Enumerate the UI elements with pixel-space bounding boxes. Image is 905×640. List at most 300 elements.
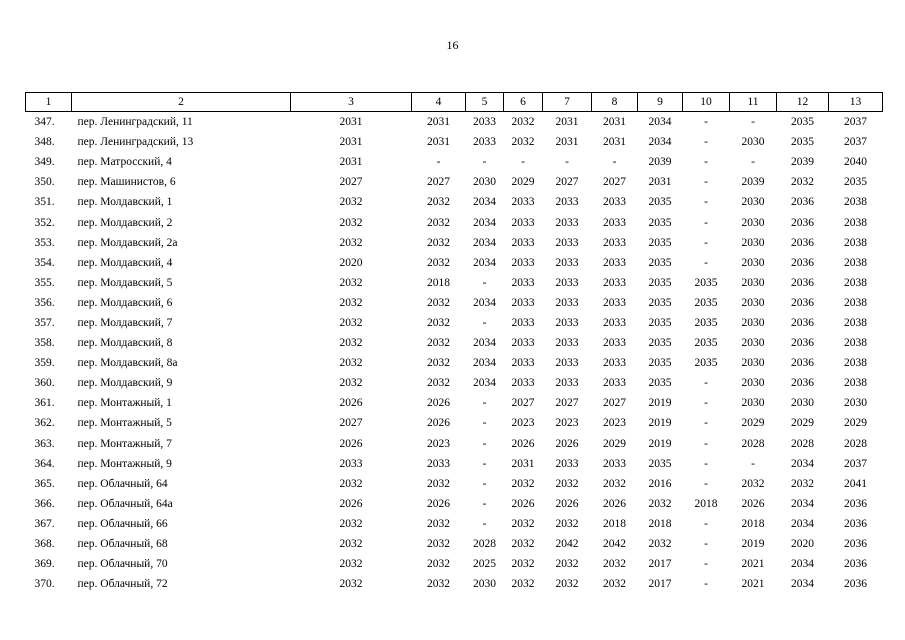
year-cell: 2033 <box>603 337 626 350</box>
year-cell: 2033 <box>511 276 535 289</box>
column-header: 4 <box>412 93 466 112</box>
year-cell: 2031 <box>339 116 363 129</box>
year-cell: 2030 <box>741 216 765 229</box>
year-cell: 2034 <box>473 337 496 350</box>
row-number-cell: 364. <box>34 457 55 470</box>
year-cell: 2035 <box>648 196 672 209</box>
year-cell: 2033 <box>555 377 579 390</box>
year-cell: 2032 <box>603 477 626 490</box>
address-cell: пер. Молдавский, 1 <box>77 196 173 209</box>
year-cell: 2034 <box>473 296 496 309</box>
year-cell: 2035 <box>844 176 867 189</box>
year-cell: 2032 <box>339 276 363 289</box>
address-cell: пер. Облачный, 68 <box>77 538 168 551</box>
row-number-cell: 361. <box>34 397 55 410</box>
year-cell: 2021 <box>741 558 765 571</box>
year-cell: 2036 <box>791 276 814 289</box>
year-cell: 2032 <box>427 538 450 551</box>
year-cell: 2032 <box>339 216 363 229</box>
year-cell: 2035 <box>648 337 672 350</box>
year-cell: 2030 <box>741 377 765 390</box>
year-cell: 2032 <box>427 236 450 249</box>
year-cell: 2038 <box>844 236 867 249</box>
year-cell: 2032 <box>791 176 814 189</box>
row-number-cell: 360. <box>34 377 55 390</box>
year-cell: 2033 <box>555 296 579 309</box>
year-cell: 2032 <box>427 316 450 329</box>
year-cell: 2017 <box>648 558 672 571</box>
year-cell: 2031 <box>427 136 450 149</box>
address-cell: пер. Монтажный, 5 <box>77 417 172 430</box>
year-cell: 2034 <box>648 136 672 149</box>
year-cell: 2023 <box>427 437 450 450</box>
year-cell: 2033 <box>473 136 496 149</box>
table-row <box>26 253 883 273</box>
year-cell: 2020 <box>791 538 814 551</box>
year-cell: 2033 <box>511 296 535 309</box>
year-cell: - <box>704 116 708 129</box>
year-cell: 2038 <box>844 377 867 390</box>
year-cell: 2039 <box>741 176 765 189</box>
year-cell: 2019 <box>648 437 672 450</box>
year-cell: 2026 <box>555 437 579 450</box>
table-row <box>26 353 883 373</box>
year-cell: 2032 <box>427 377 450 390</box>
year-cell: 2031 <box>555 116 579 129</box>
year-cell: 2032 <box>555 578 579 591</box>
year-cell: 2032 <box>339 357 363 370</box>
year-cell: 2039 <box>648 156 672 169</box>
table-row <box>26 514 883 534</box>
year-cell: 2030 <box>741 357 765 370</box>
year-cell: - <box>482 276 487 289</box>
year-cell: 2032 <box>511 116 535 129</box>
year-cell: 2035 <box>694 296 718 309</box>
year-cell: 2030 <box>741 276 765 289</box>
table-row <box>26 293 883 313</box>
year-cell: - <box>704 437 708 450</box>
table-row <box>26 212 883 232</box>
address-cell: пер. Облачный, 64а <box>77 497 173 510</box>
row-number-cell: 365. <box>34 477 55 490</box>
table-row <box>26 333 883 353</box>
year-cell: 2033 <box>603 377 626 390</box>
year-cell: 2032 <box>791 477 814 490</box>
year-cell: 2018 <box>603 517 626 530</box>
year-cell: 2028 <box>473 538 496 551</box>
row-number-cell: 362. <box>34 417 55 430</box>
row-number-cell: 359. <box>34 357 55 370</box>
year-cell: 2035 <box>648 296 672 309</box>
column-header: 5 <box>466 93 504 112</box>
year-cell: 2033 <box>555 256 579 269</box>
year-cell: 2026 <box>741 497 765 510</box>
year-cell: 2040 <box>844 156 867 169</box>
column-header: 6 <box>504 93 543 112</box>
year-cell: 2026 <box>339 397 363 410</box>
address-cell: пер. Молдавский, 5 <box>77 276 173 289</box>
year-cell: 2032 <box>339 316 363 329</box>
year-cell: 2030 <box>741 316 765 329</box>
year-cell: 2032 <box>427 256 450 269</box>
year-cell: 2032 <box>648 497 672 510</box>
address-cell: пер. Облачный, 72 <box>77 578 168 591</box>
year-cell: - <box>704 256 708 269</box>
year-cell: - <box>704 377 708 390</box>
row-number-cell: 351. <box>34 196 55 209</box>
year-cell: 2029 <box>511 176 535 189</box>
year-cell: 2038 <box>844 196 867 209</box>
year-cell: 2029 <box>791 417 814 430</box>
year-cell: 2032 <box>339 477 363 490</box>
year-cell: 2017 <box>648 578 672 591</box>
year-cell: - <box>704 136 708 149</box>
address-cell: пер. Молдавский, 8а <box>77 357 178 370</box>
year-cell: 2042 <box>555 538 579 551</box>
year-cell: - <box>482 316 487 329</box>
year-cell: 2026 <box>427 397 450 410</box>
year-cell: - <box>704 517 708 530</box>
year-cell: 2028 <box>741 437 765 450</box>
year-cell: 2038 <box>844 337 867 350</box>
year-cell: 2034 <box>473 377 496 390</box>
year-cell: 2032 <box>339 196 363 209</box>
year-cell: 2032 <box>555 477 579 490</box>
year-cell: 2036 <box>844 578 867 591</box>
table-row <box>26 434 883 454</box>
column-header: 2 <box>72 93 291 112</box>
year-cell: 2026 <box>427 417 450 430</box>
year-cell: 2034 <box>473 196 496 209</box>
year-cell: - <box>482 437 487 450</box>
column-header: 10 <box>683 93 730 112</box>
year-cell: 2032 <box>603 578 626 591</box>
table-row <box>26 192 883 212</box>
year-cell: 2033 <box>555 216 579 229</box>
table-row <box>26 393 883 413</box>
year-cell: 2035 <box>791 136 814 149</box>
table-row <box>26 574 883 594</box>
year-cell: 2033 <box>473 116 496 129</box>
table-header-row <box>26 93 883 112</box>
year-cell: 2033 <box>555 337 579 350</box>
table-row <box>26 474 883 494</box>
table-row <box>26 172 883 192</box>
address-cell: пер. Ленинградский, 13 <box>77 136 194 149</box>
address-cell: пер. Молдавский, 7 <box>77 316 173 329</box>
year-cell: 2025 <box>473 558 496 571</box>
year-cell: - <box>704 156 708 169</box>
year-cell: 2033 <box>511 337 535 350</box>
year-cell: 2035 <box>648 236 672 249</box>
year-cell: 2019 <box>648 397 672 410</box>
row-number-cell: 358. <box>34 337 55 350</box>
year-cell: 2036 <box>791 236 814 249</box>
year-cell: 2026 <box>511 497 535 510</box>
year-cell: 2027 <box>427 176 450 189</box>
year-cell: 2038 <box>844 256 867 269</box>
address-cell: пер. Молдавский, 6 <box>77 296 173 309</box>
year-cell: 2030 <box>844 397 867 410</box>
year-cell: 2023 <box>511 417 535 430</box>
row-number-cell: 348. <box>34 136 55 149</box>
row-number-cell: 349. <box>34 156 55 169</box>
year-cell: 2033 <box>603 357 626 370</box>
year-cell: 2032 <box>427 578 450 591</box>
year-cell: 2036 <box>791 357 814 370</box>
year-cell: - <box>482 417 487 430</box>
year-cell: 2033 <box>339 457 363 470</box>
year-cell: 2031 <box>511 457 535 470</box>
year-cell: 2036 <box>844 497 867 510</box>
row-number-cell: 350. <box>34 176 55 189</box>
year-cell: - <box>704 558 708 571</box>
year-cell: 2032 <box>339 296 363 309</box>
year-cell: 2036 <box>791 296 814 309</box>
year-cell: 2034 <box>473 256 496 269</box>
year-cell: 2032 <box>339 578 363 591</box>
year-cell: 2032 <box>511 477 535 490</box>
year-cell: 2033 <box>511 377 535 390</box>
year-cell: 2033 <box>603 296 626 309</box>
year-cell: 2033 <box>427 457 450 470</box>
year-cell: 2023 <box>555 417 579 430</box>
year-cell: 2033 <box>603 276 626 289</box>
year-cell: 2034 <box>791 558 814 571</box>
year-cell: 2035 <box>694 337 718 350</box>
row-number-cell: 354. <box>34 256 55 269</box>
column-header: 11 <box>730 93 777 112</box>
year-cell: 2032 <box>427 296 450 309</box>
address-cell: пер. Облачный, 64 <box>77 477 168 490</box>
year-cell: 2032 <box>339 337 363 350</box>
year-cell: 2039 <box>791 156 814 169</box>
year-cell: 2036 <box>791 216 814 229</box>
year-cell: 2026 <box>603 497 626 510</box>
table-row <box>26 132 883 152</box>
year-cell: 2032 <box>427 357 450 370</box>
year-cell: 2035 <box>648 377 672 390</box>
table-row <box>26 233 883 253</box>
year-cell: 2033 <box>511 216 535 229</box>
year-cell: 2033 <box>555 316 579 329</box>
year-cell: 2032 <box>339 377 363 390</box>
year-cell: 2035 <box>694 316 718 329</box>
row-number-cell: 357. <box>34 316 55 329</box>
year-cell: 2034 <box>791 578 814 591</box>
year-cell: - <box>436 156 441 169</box>
row-number-cell: 356. <box>34 296 55 309</box>
year-cell: 2038 <box>844 216 867 229</box>
year-cell: 2016 <box>648 477 672 490</box>
year-cell: 2034 <box>648 116 672 129</box>
year-cell: - <box>612 156 617 169</box>
address-cell: пер. Облачный, 66 <box>77 517 168 530</box>
year-cell: - <box>482 457 487 470</box>
year-cell: 2041 <box>844 477 867 490</box>
year-cell: 2033 <box>603 196 626 209</box>
year-cell: - <box>482 156 487 169</box>
year-cell: 2030 <box>741 296 765 309</box>
year-cell: 2036 <box>791 377 814 390</box>
column-header: 1 <box>26 93 72 112</box>
year-cell: 2032 <box>339 517 363 530</box>
year-cell: 2036 <box>791 196 814 209</box>
row-number-cell: 369. <box>34 558 55 571</box>
year-cell: 2033 <box>603 316 626 329</box>
year-cell: 2036 <box>791 256 814 269</box>
year-cell: 2034 <box>473 357 496 370</box>
year-cell: 2030 <box>741 397 765 410</box>
year-cell: 2020 <box>339 256 363 269</box>
year-cell: - <box>521 156 525 169</box>
table-body <box>26 112 883 595</box>
year-cell: 2035 <box>694 276 718 289</box>
column-header: 12 <box>777 93 829 112</box>
year-cell: 2028 <box>844 437 867 450</box>
row-number-cell: 367. <box>34 517 55 530</box>
year-cell: 2030 <box>473 176 496 189</box>
table-row <box>26 273 883 293</box>
row-number-cell: 368. <box>34 538 55 551</box>
table-row <box>26 554 883 574</box>
year-cell: 2032 <box>555 517 579 530</box>
year-cell: 2018 <box>741 517 765 530</box>
table-row <box>26 534 883 554</box>
year-cell: 2038 <box>844 316 867 329</box>
year-cell: 2033 <box>555 457 579 470</box>
year-cell: - <box>704 538 708 551</box>
row-number-cell: 355. <box>34 276 55 289</box>
year-cell: 2029 <box>844 417 867 430</box>
year-cell: 2030 <box>741 337 765 350</box>
year-cell: - <box>751 156 755 169</box>
column-header: 13 <box>829 93 883 112</box>
row-number-cell: 370. <box>34 578 55 591</box>
year-cell: 2026 <box>511 437 535 450</box>
year-cell: 2033 <box>511 256 535 269</box>
column-header: 8 <box>592 93 638 112</box>
row-number-cell: 347. <box>34 116 55 129</box>
year-cell: 2027 <box>339 417 363 430</box>
year-cell: - <box>751 116 755 129</box>
year-cell: 2032 <box>511 558 535 571</box>
year-cell: 2038 <box>844 296 867 309</box>
year-cell: - <box>482 517 487 530</box>
year-cell: 2033 <box>555 276 579 289</box>
year-cell: 2027 <box>603 397 626 410</box>
year-cell: 2027 <box>555 176 579 189</box>
year-cell: 2038 <box>844 357 867 370</box>
year-cell: 2035 <box>648 316 672 329</box>
year-cell: - <box>565 156 569 169</box>
year-cell: 2037 <box>844 457 867 470</box>
address-cell: пер. Монтажный, 1 <box>77 397 172 410</box>
year-cell: 2034 <box>791 517 814 530</box>
year-cell: 2032 <box>339 558 363 571</box>
year-cell: 2027 <box>603 176 626 189</box>
year-cell: 2034 <box>473 236 496 249</box>
year-cell: 2036 <box>844 558 867 571</box>
year-cell: 2030 <box>741 256 765 269</box>
year-cell: 2033 <box>603 457 626 470</box>
year-cell: 2034 <box>473 216 496 229</box>
year-cell: 2035 <box>648 256 672 269</box>
year-cell: 2035 <box>648 357 672 370</box>
page-number: 16 <box>446 38 459 52</box>
year-cell: 2032 <box>427 337 450 350</box>
year-cell: 2033 <box>555 357 579 370</box>
year-cell: 2030 <box>741 236 765 249</box>
year-cell: 2026 <box>339 497 363 510</box>
table-row <box>26 494 883 514</box>
year-cell: 2027 <box>511 397 535 410</box>
address-cell: пер. Молдавский, 8 <box>77 337 173 350</box>
column-header: 7 <box>543 93 592 112</box>
address-cell: пер. Матросский, 4 <box>77 156 172 169</box>
address-cell: пер. Монтажный, 9 <box>77 457 172 470</box>
year-cell: 2027 <box>555 397 579 410</box>
year-cell: 2026 <box>555 497 579 510</box>
year-cell: 2030 <box>473 578 496 591</box>
year-cell: 2032 <box>511 538 535 551</box>
year-cell: 2037 <box>844 116 867 129</box>
year-cell: - <box>704 417 708 430</box>
year-cell: 2033 <box>511 357 535 370</box>
table-row <box>26 112 883 133</box>
year-cell: 2019 <box>741 538 765 551</box>
year-cell: - <box>704 176 708 189</box>
row-number-cell: 352. <box>34 216 55 229</box>
year-cell: 2032 <box>339 538 363 551</box>
year-cell: 2031 <box>339 156 363 169</box>
year-cell: 2032 <box>511 578 535 591</box>
column-header: 3 <box>291 93 412 112</box>
year-cell: - <box>704 216 708 229</box>
year-cell: 2031 <box>427 116 450 129</box>
year-cell: - <box>704 477 708 490</box>
year-cell: 2032 <box>511 136 535 149</box>
year-cell: 2029 <box>741 417 765 430</box>
year-cell: - <box>704 397 708 410</box>
year-cell: 2031 <box>339 136 363 149</box>
row-number-cell: 363. <box>34 437 55 450</box>
year-cell: 2035 <box>648 276 672 289</box>
address-cell: пер. Молдавский, 2 <box>77 216 173 229</box>
year-cell: - <box>704 196 708 209</box>
year-cell: 2036 <box>844 517 867 530</box>
year-cell: 2018 <box>648 517 672 530</box>
year-cell: 2034 <box>791 497 814 510</box>
year-cell: 2029 <box>603 437 626 450</box>
year-cell: 2036 <box>844 538 867 551</box>
year-cell: 2036 <box>791 316 814 329</box>
table-row <box>26 373 883 393</box>
address-cell: пер. Облачный, 70 <box>77 558 168 571</box>
year-cell: 2026 <box>339 437 363 450</box>
year-cell: 2021 <box>741 578 765 591</box>
year-cell: 2035 <box>648 216 672 229</box>
address-cell: пер. Молдавский, 4 <box>77 256 173 269</box>
address-cell: пер. Машинистов, 6 <box>77 176 176 189</box>
year-cell: 2033 <box>603 236 626 249</box>
year-cell: - <box>704 236 708 249</box>
table-row <box>26 152 883 172</box>
year-cell: 2042 <box>603 538 626 551</box>
address-cell: пер. Молдавский, 2а <box>77 236 178 249</box>
year-cell: 2031 <box>603 136 626 149</box>
year-cell: 2032 <box>741 477 765 490</box>
